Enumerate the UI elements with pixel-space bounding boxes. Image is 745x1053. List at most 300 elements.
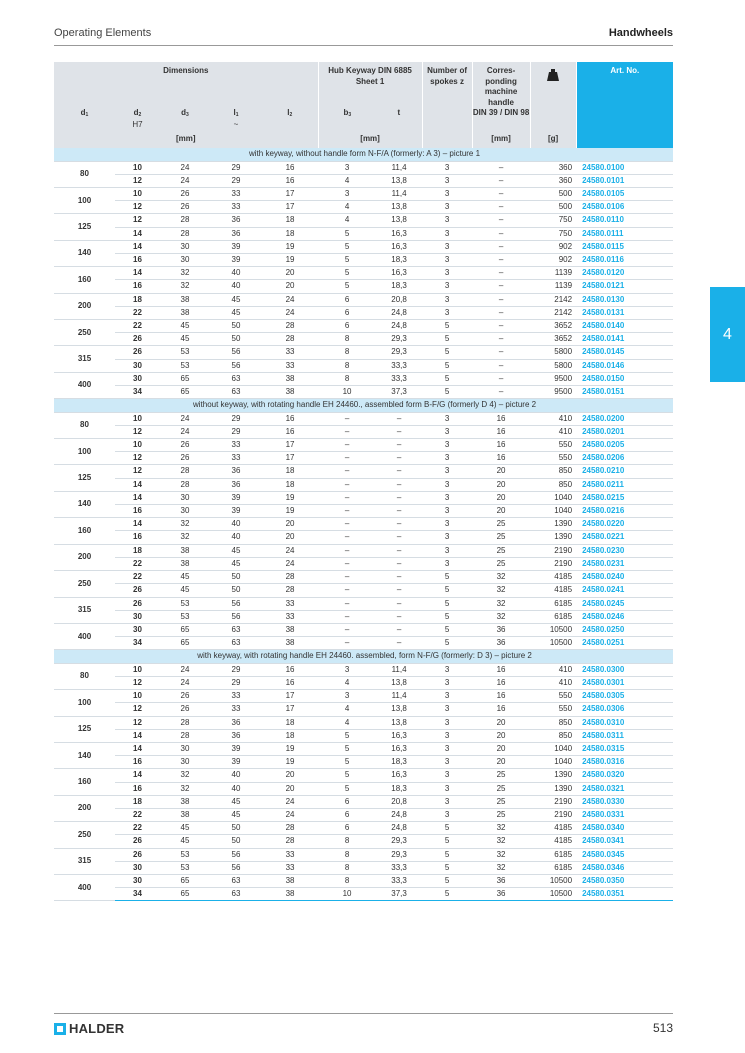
cell-z: 3 [422,795,472,808]
cell-g: 10500 [530,888,576,901]
cell-d3: 30 [160,240,210,253]
cell-l2: 20 [262,267,318,280]
cell-d3: 53 [160,359,210,372]
cell-din: 20 [472,505,530,518]
section-title: without keyway, with rotating handle EH 24460., assembled form B-F/G (formerly D 4) – picture 2 [54,399,673,413]
cell-d3: 32 [160,782,210,795]
cell-t: – [376,544,422,557]
cell-l2: 24 [262,293,318,306]
cell-d3: 45 [160,319,210,332]
table-row [54,359,673,372]
cell-d3: 53 [160,848,210,861]
table-row [54,465,673,478]
cell-g: 1390 [530,518,576,531]
cell-l1: 50 [210,333,262,346]
table-row [54,531,673,544]
cell-art: 24580.0306 [576,703,673,716]
col-header-handle: Corres-ponding machine handle [472,62,530,108]
cell-g: 410 [530,412,576,425]
cell-z: 3 [422,716,472,729]
cell-l1: 36 [210,465,262,478]
cell-din: 16 [472,452,530,465]
cell-t: 13,8 [376,174,422,187]
cell-din: 25 [472,782,530,795]
col-header-spokes: Number of spokes z [422,62,472,108]
cell-l1: 63 [210,875,262,888]
cell-d3: 65 [160,385,210,398]
cell-d2: 34 [115,888,160,901]
cell-l2: 19 [262,240,318,253]
cell-art: 24580.0120 [576,267,673,280]
cell-t: 16,3 [376,769,422,782]
cell-l2: 20 [262,531,318,544]
cell-g: 550 [530,703,576,716]
cell-z: 3 [422,677,472,690]
cell-l2: 33 [262,861,318,874]
cell-d2: 14 [115,478,160,491]
unit-mm-keyway: [mm] [318,132,422,148]
cell-l2: 38 [262,875,318,888]
cell-d3: 24 [160,425,210,438]
cell-b3: 4 [318,174,376,187]
cell-d3: 24 [160,677,210,690]
cell-g: 1390 [530,769,576,782]
cell-t: 33,3 [376,861,422,874]
cell-art: 24580.0230 [576,544,673,557]
cell-g: 9500 [530,372,576,385]
cell-t: – [376,452,422,465]
table-row [54,597,673,610]
cell-din: – [472,227,530,240]
cell-d2: 14 [115,227,160,240]
cell-l2: 16 [262,174,318,187]
cell-art: 24580.0241 [576,584,673,597]
cell-d3: 28 [160,478,210,491]
cell-l2: 20 [262,518,318,531]
cell-z: 3 [422,518,472,531]
cell-d1: 125 [54,465,115,491]
cell-l1: 56 [210,610,262,623]
col-header-din: DIN 39 / DIN 98 [472,108,530,132]
unit-empty [422,132,472,148]
cell-art: 24580.0315 [576,743,673,756]
cell-d1: 140 [54,743,115,769]
header-divider [54,45,673,46]
cell-d2: 12 [115,201,160,214]
table-row [54,716,673,729]
cell-t: – [376,465,422,478]
cell-g: 2190 [530,557,576,570]
cell-d3: 24 [160,412,210,425]
cell-z: 3 [422,412,472,425]
cell-t: 18,3 [376,253,422,266]
cell-z: 3 [422,782,472,795]
cell-z: 3 [422,267,472,280]
cell-d3: 30 [160,253,210,266]
cell-art: 24580.0321 [576,782,673,795]
cell-g: 1040 [530,491,576,504]
cell-l2: 28 [262,822,318,835]
cell-l2: 19 [262,756,318,769]
cell-din: 32 [472,597,530,610]
cell-z: 3 [422,187,472,200]
cell-art: 24580.0231 [576,557,673,570]
col-group-dimensions: Dimensions [54,62,318,108]
cell-art: 24580.0320 [576,769,673,782]
cell-d3: 28 [160,227,210,240]
cell-l1: 29 [210,677,262,690]
cell-b3: 4 [318,677,376,690]
cell-din: 25 [472,769,530,782]
cell-din: 36 [472,875,530,888]
cell-d1: 80 [54,412,115,438]
cell-t: 37,3 [376,385,422,398]
cell-d3: 65 [160,888,210,901]
cell-art: 24580.0220 [576,518,673,531]
table-row [54,861,673,874]
cell-g: 500 [530,187,576,200]
cell-l1: 40 [210,280,262,293]
col-header-l1: $l_1$ ~ [210,108,262,132]
cell-l1: 40 [210,782,262,795]
cell-g: 1390 [530,531,576,544]
cell-t: 18,3 [376,756,422,769]
cell-d1: 400 [54,875,115,901]
cell-art: 24580.0200 [576,412,673,425]
cell-din: 25 [472,809,530,822]
cell-d3: 32 [160,769,210,782]
cell-d2: 12 [115,716,160,729]
cell-t: 11,4 [376,663,422,676]
cell-din: – [472,253,530,266]
cell-d2: 10 [115,690,160,703]
cell-din: 16 [472,425,530,438]
cell-d2: 22 [115,319,160,332]
cell-z: 5 [422,822,472,835]
halder-logo [54,1021,124,1036]
cell-b3: – [318,505,376,518]
cell-z: 5 [422,359,472,372]
cell-z: 3 [422,743,472,756]
cell-t: 16,3 [376,267,422,280]
cell-l2: 38 [262,623,318,636]
cell-z: 5 [422,848,472,861]
cell-art: 24580.0116 [576,253,673,266]
cell-art: 24580.0111 [576,227,673,240]
weight-icon [546,68,560,82]
table-row [54,346,673,359]
cell-d2: 10 [115,161,160,174]
section-header [54,148,673,161]
cell-art: 24580.0146 [576,359,673,372]
cell-d3: 65 [160,875,210,888]
cell-g: 10500 [530,875,576,888]
cell-d1: 400 [54,372,115,398]
cell-d2: 16 [115,531,160,544]
cell-b3: 8 [318,835,376,848]
table-row [54,544,673,557]
cell-art: 24580.0106 [576,201,673,214]
cell-art: 24580.0140 [576,319,673,332]
cell-d2: 30 [115,610,160,623]
cell-din: 32 [472,848,530,861]
cell-art: 24580.0115 [576,240,673,253]
table-row [54,174,673,187]
cell-l1: 56 [210,346,262,359]
cell-d3: 26 [160,690,210,703]
cell-d3: 32 [160,518,210,531]
table-row [54,756,673,769]
cell-g: 2190 [530,544,576,557]
cell-z: 3 [422,306,472,319]
cell-z: 5 [422,571,472,584]
cell-t: 24,8 [376,809,422,822]
cell-t: – [376,571,422,584]
cell-l2: 28 [262,333,318,346]
cell-d2: 12 [115,214,160,227]
cell-d2: 18 [115,293,160,306]
cell-l2: 33 [262,848,318,861]
cell-art: 24580.0215 [576,491,673,504]
cell-g: 1040 [530,743,576,756]
cell-t: 11,4 [376,161,422,174]
cell-b3: 10 [318,888,376,901]
cell-d1: 125 [54,716,115,742]
cell-z: 5 [422,888,472,901]
cell-l2: 28 [262,571,318,584]
cell-l2: 18 [262,478,318,491]
cell-din: – [472,385,530,398]
page-number: 513 [652,1021,673,1035]
cell-z: 3 [422,531,472,544]
cell-d3: 65 [160,623,210,636]
cell-art: 24580.0245 [576,597,673,610]
cell-d3: 38 [160,544,210,557]
cell-art: 24580.0300 [576,663,673,676]
cell-t: 13,8 [376,703,422,716]
table-row [54,385,673,398]
cell-g: 2190 [530,809,576,822]
cell-d2: 30 [115,861,160,874]
cell-d2: 12 [115,425,160,438]
cell-b3: – [318,597,376,610]
cell-l2: 38 [262,372,318,385]
cell-l1: 40 [210,531,262,544]
cell-art: 24580.0351 [576,888,673,901]
cell-d2: 14 [115,491,160,504]
cell-art: 24580.0201 [576,425,673,438]
cell-l1: 63 [210,372,262,385]
cell-d2: 34 [115,385,160,398]
section-header [54,399,673,413]
cell-b3: 3 [318,161,376,174]
cell-d2: 10 [115,412,160,425]
cell-din: 32 [472,610,530,623]
cell-t: 16,3 [376,729,422,742]
cell-l2: 38 [262,385,318,398]
cell-l2: 17 [262,452,318,465]
cell-art: 24580.0100 [576,161,673,174]
cell-art: 24580.0141 [576,333,673,346]
cell-d2: 16 [115,505,160,518]
table-row [54,452,673,465]
cell-b3: 5 [318,782,376,795]
cell-art: 24580.0346 [576,861,673,874]
cell-l2: 16 [262,412,318,425]
cell-g: 500 [530,201,576,214]
cell-art: 24580.0305 [576,690,673,703]
cell-d3: 24 [160,663,210,676]
cell-d3: 38 [160,306,210,319]
table-row [54,610,673,623]
cell-t: 29,3 [376,333,422,346]
cell-t: – [376,584,422,597]
cell-l2: 19 [262,253,318,266]
cell-l1: 36 [210,227,262,240]
cell-din: – [472,333,530,346]
cell-l2: 18 [262,716,318,729]
cell-art: 24580.0221 [576,531,673,544]
cell-z: 3 [422,161,472,174]
cell-d3: 24 [160,161,210,174]
cell-t: 33,3 [376,359,422,372]
cell-d1: 315 [54,848,115,874]
table-row [54,518,673,531]
table-row [54,412,673,425]
cell-d1: 400 [54,623,115,649]
cell-din: 32 [472,584,530,597]
cell-b3: – [318,571,376,584]
cell-d1: 160 [54,518,115,544]
cell-l2: 19 [262,743,318,756]
cell-t: – [376,439,422,452]
cell-l1: 45 [210,544,262,557]
cell-d3: 28 [160,716,210,729]
table-row [54,187,673,200]
table-row [54,729,673,742]
cell-art: 24580.0331 [576,809,673,822]
cell-d2: 14 [115,240,160,253]
cell-d2: 10 [115,187,160,200]
cell-art: 24580.0211 [576,478,673,491]
cell-t: 16,3 [376,743,422,756]
cell-d3: 26 [160,452,210,465]
cell-d2: 26 [115,584,160,597]
cell-l1: 33 [210,690,262,703]
cell-din: 36 [472,637,530,650]
cell-l2: 24 [262,557,318,570]
cell-z: 5 [422,637,472,650]
cell-l2: 33 [262,597,318,610]
cell-d1: 250 [54,319,115,345]
cell-z: 3 [422,253,472,266]
cell-d2: 12 [115,677,160,690]
cell-l2: 16 [262,677,318,690]
cell-d2: 26 [115,597,160,610]
logo-text: HALDER [69,1021,125,1036]
cell-b3: 5 [318,756,376,769]
unit-mm-handle: [mm] [472,132,530,148]
table-row [54,743,673,756]
cell-b3: 10 [318,385,376,398]
col-header-weight [530,62,576,108]
cell-z: 3 [422,465,472,478]
cell-z: 3 [422,544,472,557]
cell-g: 5800 [530,359,576,372]
cell-b3: 5 [318,240,376,253]
col-header-d2: $d_2$ H7 [115,108,160,132]
cell-d3: 30 [160,491,210,504]
cell-l1: 45 [210,795,262,808]
cell-g: 6185 [530,610,576,623]
cell-b3: 5 [318,729,376,742]
cell-g: 410 [530,663,576,676]
cell-art: 24580.0311 [576,729,673,742]
cell-l2: 18 [262,465,318,478]
chapter-tab-label: 4 [723,325,732,343]
cell-din: – [472,372,530,385]
cell-din: 20 [472,729,530,742]
cell-g: 6185 [530,597,576,610]
table-row [54,795,673,808]
table-row [54,319,673,332]
table-row [54,835,673,848]
cell-d3: 53 [160,597,210,610]
cell-g: 6185 [530,861,576,874]
cell-l1: 50 [210,319,262,332]
table-row [54,439,673,452]
cell-t: – [376,531,422,544]
cell-b3: 8 [318,359,376,372]
cell-d3: 45 [160,584,210,597]
cell-b3: 4 [318,716,376,729]
cell-d3: 38 [160,795,210,808]
cell-b3: 3 [318,663,376,676]
cell-b3: – [318,584,376,597]
cell-d3: 32 [160,531,210,544]
cell-t: – [376,491,422,504]
cell-d3: 26 [160,187,210,200]
cell-din: – [472,293,530,306]
cell-z: 3 [422,756,472,769]
cell-z: 3 [422,703,472,716]
cell-din: – [472,346,530,359]
cell-g: 2190 [530,795,576,808]
col-group-hub-keyway: Hub Keyway DIN 6885 Sheet 1 [318,62,422,108]
cell-b3: – [318,425,376,438]
cell-l2: 24 [262,795,318,808]
col-header-l2: $l_2$ [262,108,318,132]
cell-g: 550 [530,452,576,465]
cell-b3: 8 [318,346,376,359]
cell-din: 36 [472,623,530,636]
cell-t: 18,3 [376,782,422,795]
cell-art: 24580.0101 [576,174,673,187]
cell-art: 24580.0330 [576,795,673,808]
cell-z: 3 [422,809,472,822]
cell-d3: 53 [160,346,210,359]
cell-din: 32 [472,822,530,835]
cell-d3: 45 [160,571,210,584]
cell-d1: 315 [54,346,115,372]
cell-l2: 38 [262,637,318,650]
col-header-art-no: Art. No. [576,62,673,148]
cell-d2: 30 [115,359,160,372]
cell-art: 24580.0131 [576,306,673,319]
cell-l1: 33 [210,452,262,465]
cell-art: 24580.0151 [576,385,673,398]
cell-l1: 33 [210,201,262,214]
